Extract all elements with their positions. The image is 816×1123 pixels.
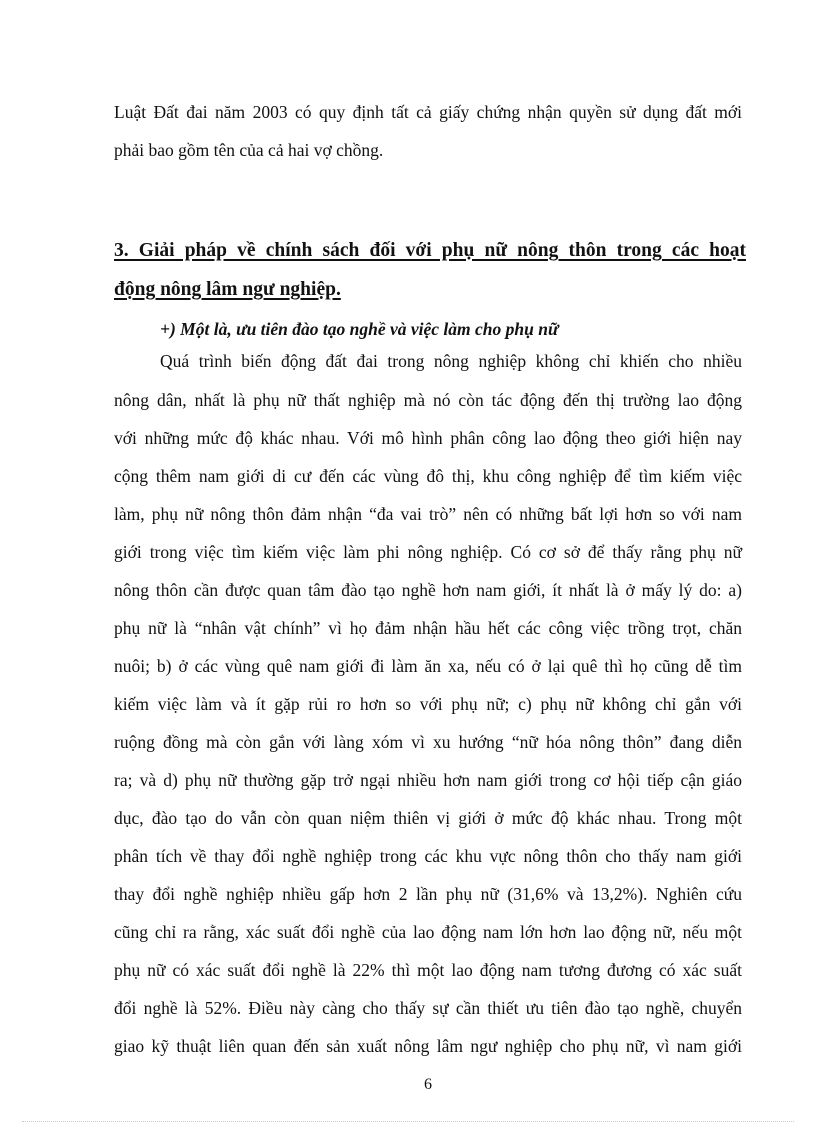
body-line: phân tích về thay đổi nghề nghiệp trong các khu vực nông thôn cho thấy nam giới: [114, 846, 742, 866]
body-line: phụ nữ có xác suất đổi nghề là 22% thì một lao động nam tương đương có xác suất: [114, 960, 742, 980]
body-line: kiếm việc làm và ít gặp rủi ro hơn so với phụ nữ; c) phụ nữ không chỉ gắn với: [114, 694, 742, 714]
body-line: với những mức độ khác nhau. Với mô hình phân công lao động theo giới hiện nay: [114, 428, 742, 448]
intro-line-2: phải bao gồm tên của cả hai vợ chồng.: [114, 140, 384, 160]
intro-line-1: Luật Đất đai năm 2003 có quy định tất cả giấy chứng nhận quyền sử dụng đất mới: [114, 102, 742, 122]
body-line: nông thôn cần được quan tâm đào tạo nghề hơn nam giới, ít nhất là ở mấy lý do: a): [114, 580, 742, 600]
body-line: cộng thêm nam giới di cư đến các vùng đô thị, khu công nghiệp để tìm kiếm việc: [114, 466, 742, 486]
body-line: ra; và d) phụ nữ thường gặp trở ngại nhiều hơn nam giới trong cơ hội tiếp cận giáo: [114, 770, 742, 790]
body-line: nuôi; b) ở các vùng quê nam giới đi làm ăn xa, nếu có ở lại quê thì họ cũng dễ tìm: [114, 656, 742, 676]
body-line: giới trong việc tìm kiếm việc làm phi nông nghiệp. Có cơ sở để thấy rằng phụ nữ: [114, 542, 742, 562]
section-heading-line-2: động nông lâm ngư nghiệp.: [114, 279, 341, 300]
body-line: dục, đào tạo do vẫn còn quan niệm thiên vị giới ở mức độ khác nhau. Trong một: [114, 808, 742, 828]
section-heading-line-1: 3. Giải pháp về chính sách đối với phụ nữ nông thôn trong các hoạt: [114, 240, 746, 261]
body-line: ruộng đồng mà còn gắn với làng xóm vì xu hướng “nữ hóa nông thôn” đang diễn: [114, 732, 742, 752]
footer-divider: [22, 1121, 794, 1122]
body-line: phụ nữ là “nhân vật chính” vì họ đảm nhận hầu hết các công việc trồng trọt, chăn: [114, 618, 742, 638]
body-line: nông dân, nhất là phụ nữ thất nghiệp mà nó còn tác động đến thị trường lao động: [114, 390, 742, 410]
page-number: 6: [424, 1076, 432, 1093]
body-line: giao kỹ thuật liên quan đến sản xuất nông lâm ngư nghiệp cho phụ nữ, vì nam giới: [114, 1036, 742, 1056]
subheading: +) Một là, ưu tiên đào tạo nghề và việc làm cho phụ nữ: [160, 319, 559, 339]
body-line: thay đổi nghề nghiệp nhiều gấp hơn 2 lần phụ nữ (31,6% và 13,2%). Nghiên cứu: [114, 884, 742, 904]
body-line: cũng chỉ ra rằng, xác suất đổi nghề của lao động nam lớn hơn lao động nữ, nếu một: [114, 922, 742, 942]
body-line: làm, phụ nữ nông thôn đảm nhận “đa vai trò” nên có những bất lợi hơn so với nam: [114, 504, 742, 524]
body-line: Quá trình biến động đất đai trong nông nghiệp không chỉ khiến cho nhiều: [160, 351, 742, 371]
body-line: đổi nghề là 52%. Điều này càng cho thấy sự cần thiết ưu tiên đào tạo nghề, chuyển: [114, 998, 742, 1018]
